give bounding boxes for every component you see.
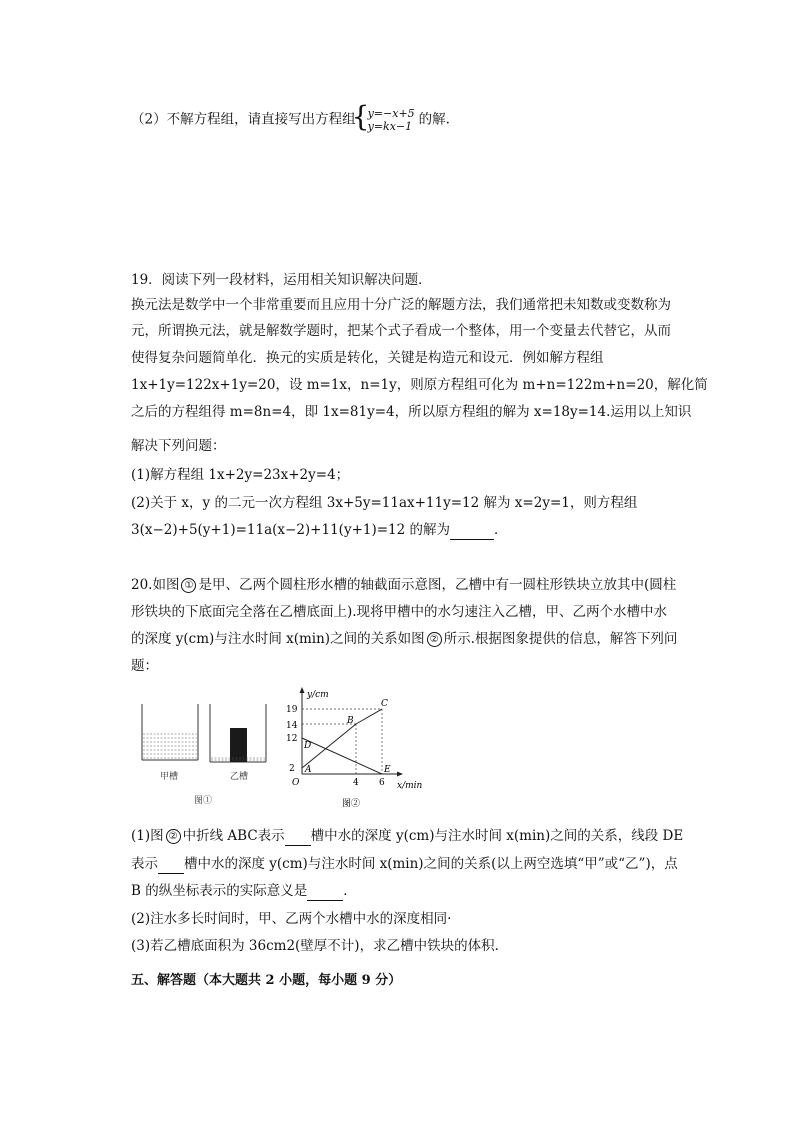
equation-2: y=kx−1 [367, 120, 413, 133]
iron-block [230, 728, 247, 762]
figure-ref-1: ① [181, 578, 196, 593]
figure-1-caption: 图① [194, 796, 213, 806]
q20-line1-b: 是甲、乙两个圆柱形水槽的轴截面示意图，乙槽中有一圆柱形铁块立放其中(圆柱 [198, 577, 677, 593]
equation-1: y=−x+5 [367, 107, 415, 120]
q19-line-1: 换元法是数学中一个非常重要而且应用十分广泛的解题方法，我们通常把未知数或变数称为 [131, 297, 671, 313]
q19-line-8: (2)关于 x，y 的二元一次方程组 3x+5y=11ax+11y=12 解为 x=2y=1，则方程组 [131, 495, 638, 511]
sub1-g: ． [343, 883, 357, 899]
x-axis-arrow-icon [397, 772, 403, 777]
q20-sub1-line3 [131, 882, 357, 901]
q19-line-9 [131, 521, 508, 540]
q19-line-2: 元，所谓换元法，就是解数学题时，把某个式子看成一个整体，用一个变量去代替它，从而 [131, 323, 671, 339]
q18-suffix: 的解. [418, 111, 450, 128]
point-e: E [384, 765, 391, 775]
point-c: C [381, 699, 388, 709]
figure-ref-3: ② [166, 829, 181, 844]
figure-ref-2: ② [427, 632, 442, 647]
answer-blank-1 [285, 827, 311, 846]
q20-sub3: (3)若乙槽底面积为 36cm2(壁厚不计)，求乙槽中铁块的体积． [131, 938, 509, 954]
sub1-e: 槽中水的深度 y(cm)与注水时间 x(min)之间的关系(以上两空选填“甲”或“乙”)，点 [184, 856, 678, 872]
segment-bc [356, 709, 382, 724]
sub1-d: 表示 [131, 856, 158, 872]
point-b: B [347, 716, 354, 726]
y-tick-2: 2 [289, 764, 295, 774]
y-axis-arrow-icon [300, 687, 305, 693]
q20-line-2: 形铁块的下底面完全落在乙槽底面上).现将甲槽中的水匀速注入乙槽，甲、乙两个水槽中水 [131, 604, 668, 620]
q19-line-7: (1)解方程组 1x+2y=23x+2y=4； [131, 467, 350, 483]
q18-prefix: （2）不解方程组，请直接写出方程组 [131, 111, 356, 128]
q20-line-1 [131, 576, 676, 594]
q19-last-suffix: ． [494, 522, 508, 538]
figure-2-graph [284, 684, 434, 824]
q18-part2 [131, 100, 450, 133]
q20-line1-a: 20.如图 [131, 577, 180, 593]
x-tick-4: 4 [353, 778, 359, 788]
x-axis-label: x/min [397, 781, 423, 791]
y-axis-label: y/cm [307, 690, 329, 700]
q19-line-0: 19．阅读下列一段材料，运用相关知识解决问题． [131, 272, 432, 288]
q20-line-4: 题： [131, 658, 158, 674]
section-5-heading: 五、解答题（本大题共 2 小题，每小题 9 分） [131, 973, 402, 988]
q20-sub2: (2)注水多长时间时，甲、乙两个水槽中水的深度相同· [131, 911, 452, 927]
figure-1-tanks [136, 700, 276, 812]
tank-b [210, 704, 266, 762]
figure-2-caption: 图② [342, 799, 361, 809]
answer-blank [450, 521, 494, 540]
sub1-a: (1)图 [131, 828, 164, 844]
answer-blank-2 [158, 855, 184, 874]
q19-line-6: 解决下列问题： [131, 438, 226, 454]
tank-a-label: 甲槽 [160, 772, 179, 782]
q20-sub1-line1 [131, 827, 683, 846]
q19-line-4: 1x+1y=122x+1y=20，设 m=1x，n=1y，则原方程组可化为 m+n=122m+n=20，解化简 [131, 377, 708, 393]
point-d: D [304, 741, 312, 751]
q19-line-5: 之后的方程组得 m=8n=4，即 1x=81y=4，所以原方程组的解为 x=18y=14.运用以上知识 [131, 404, 692, 420]
tank-b-label: 乙槽 [230, 772, 249, 782]
point-a: A [305, 765, 312, 775]
q19-line-3: 使得复杂问题简单化．换元的实质是转化，关键是构造元和设元．例如解方程组 [131, 350, 604, 366]
segment-de [302, 738, 382, 774]
sub1-b: 中折线 ABC表示 [182, 828, 285, 844]
answer-blank-3 [307, 882, 343, 901]
origin-label: O [292, 778, 300, 788]
brace-icon: { [351, 100, 370, 133]
q20-line-3 [131, 630, 677, 648]
y-tick-14: 14 [286, 721, 298, 731]
q20-sub1-line2 [131, 855, 678, 874]
q20-line3-b: 所示.根据图象提供的信息，解答下列问 [443, 631, 678, 647]
sub1-c: 槽中水的深度 y(cm)与注水时间 x(min)之间的关系，线段 DE [310, 828, 684, 844]
sub1-f: B 的纵坐标表示的实际意义是 [131, 883, 308, 899]
x-tick-6: 6 [379, 778, 385, 788]
y-tick-19: 19 [286, 705, 298, 715]
equation-system [351, 100, 415, 133]
tank-a [142, 704, 198, 760]
q20-line3-a: 的深度 y(cm)与注水时间 x(min)之间的关系如图 [131, 631, 425, 647]
q19-last-line: 3(x−2)+5(y+1)=11a(x−2)+11(y+1)=12 的解为 [131, 522, 451, 538]
y-tick-12: 12 [286, 734, 298, 744]
